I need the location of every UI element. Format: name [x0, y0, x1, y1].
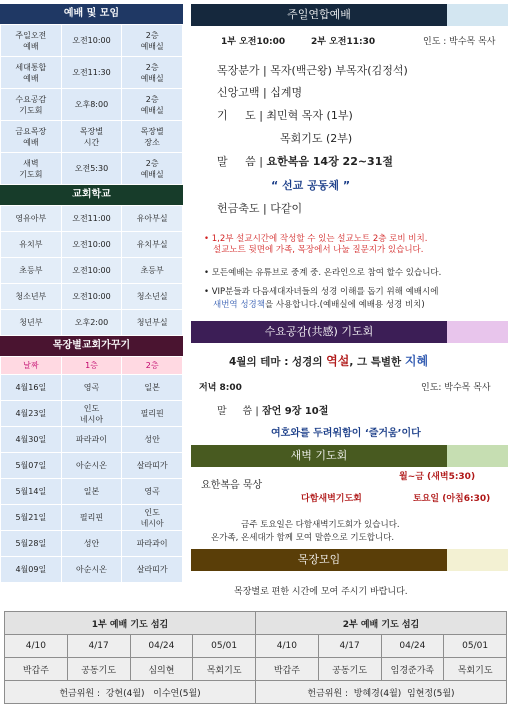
service-names-row — [5, 658, 507, 681]
sunday-note-2: • 모든예배는 유튜브로 중계 중. 온라인으로 참여 할수 있습니다. — [204, 268, 442, 278]
worship-cell: 주일오전 예배 — [1, 25, 62, 57]
group-meeting-header — [191, 549, 508, 571]
dawn-weekday: 월~금 (새벽5:30) — [399, 472, 476, 482]
worship-cell: 오전10:00 — [61, 25, 122, 57]
service-name: 목회기도 — [444, 658, 507, 681]
worship-cell: 금요목장 예배 — [1, 121, 62, 153]
service-header-1: 1부 예배 기도 섬김 — [5, 612, 256, 635]
decor-cell: 영곡 — [122, 479, 183, 505]
worship-row — [1, 153, 183, 185]
sunday-sermon-label: 말 씀 | — [217, 155, 267, 168]
sunday-note-1b: 설교노트 뒷면에 가족, 목장에서 나눌 질문지가 있습니다. — [213, 245, 424, 255]
decor-row — [1, 427, 183, 453]
worship-cell: 목장별 시간 — [61, 121, 122, 153]
worship-cell: 2층 예배실 — [122, 153, 183, 185]
school-cell: 유치부 — [1, 232, 62, 258]
worship-table — [0, 24, 183, 185]
sunday-sermon-title: “ 선교 공동체 ” — [271, 179, 351, 192]
service-name: 공동기도 — [318, 658, 381, 681]
decor-header-cell: 2층 — [122, 357, 183, 375]
dawn-notice-2: 온가족, 온세대가 함께 모여 말씀으로 기도합니다. — [211, 533, 395, 543]
service-dates-row — [5, 635, 507, 658]
worship-cell: 2층 예배실 — [122, 89, 183, 121]
service-header-2: 2부 예배 기도 섬김 — [256, 612, 507, 635]
decor-cell: 4월09일 — [1, 557, 62, 583]
decor-row — [1, 531, 183, 557]
sunday-pastor-line: 목장분가 | 목자(백근왕) 부목자(김정석) — [217, 64, 408, 77]
school-cell: 오전10:00 — [61, 284, 122, 310]
decor-cell: 아순시온 — [61, 453, 122, 479]
wednesday-time: 저녁 8:00 — [199, 383, 242, 393]
service-date: 4/10 — [256, 635, 319, 658]
school-cell: 오전10:00 — [61, 232, 122, 258]
school-header: 교회학교 — [0, 185, 183, 205]
worship-cell: 오전11:30 — [61, 57, 122, 89]
decor-cell: 5월28일 — [1, 531, 62, 557]
service-name: 심의현 — [130, 658, 193, 681]
decor-cell: 5월14일 — [1, 479, 62, 505]
decor-cell: 인도 네시아 — [122, 505, 183, 531]
worship-cell: 오전5:30 — [61, 153, 122, 185]
school-table — [0, 205, 183, 336]
prayer-service-table — [4, 611, 507, 704]
service-offering-row — [5, 681, 507, 704]
offering-committee-2: 헌금위원 : 방혜경(4월) 임현정(5월) — [256, 681, 507, 704]
sunday-prayer-2: 목회기도 (2부) — [280, 132, 353, 145]
decor-cell: 살라띠가 — [122, 557, 183, 583]
sunday-note-3b: 새번역 성경책을 사용합니다.(예배실에 예배용 성경 비치) — [213, 300, 425, 310]
worship-cell: 수요공감 기도회 — [1, 89, 62, 121]
sunday-time-2: 2부 오전11:30 — [311, 37, 376, 47]
school-cell: 오전10:00 — [61, 258, 122, 284]
sunday-offering: 헌금축도 | 다같이 — [217, 202, 303, 215]
worship-row — [1, 89, 183, 121]
decor-header-cell: 1층 — [61, 357, 122, 375]
decor-header-row — [1, 357, 183, 375]
school-cell: 오전11:00 — [61, 206, 122, 232]
decor-cell: 아순시온 — [61, 557, 122, 583]
group-meeting-notice: 목장별로 편한 시간에 모여 주시기 바랍니다. — [234, 587, 408, 597]
school-cell: 영유아부 — [1, 206, 62, 232]
worship-cell: 새벽 기도회 — [1, 153, 62, 185]
worship-cell: 목장별 장소 — [122, 121, 183, 153]
decor-cell: 4월23일 — [1, 401, 62, 427]
decor-header-cell: 날짜 — [1, 357, 62, 375]
school-cell: 오후2:00 — [61, 310, 122, 336]
decor-cell: 성안 — [122, 427, 183, 453]
wednesday-header — [191, 321, 508, 343]
decor-cell: 일본 — [61, 479, 122, 505]
service-name: 목회기도 — [193, 658, 256, 681]
service-name: 박갑주 — [256, 658, 319, 681]
worship-cell: 2층 예배실 — [122, 57, 183, 89]
service-date: 04/24 — [381, 635, 444, 658]
worship-cell: 세대통합 예배 — [1, 57, 62, 89]
sunday-title: 주일연합예배 — [191, 4, 447, 26]
school-cell: 초등부 — [1, 258, 62, 284]
dawn-book: 요한복음 묵상 — [201, 480, 263, 491]
decor-row — [1, 453, 183, 479]
service-name: 공동기도 — [67, 658, 130, 681]
decor-cell: 필리핀 — [61, 505, 122, 531]
wednesday-theme: 4월의 테마 : 성경의 역설, 그 특별한 지혜 — [229, 354, 429, 368]
dawn-saturday: 토요일 (아침6:30) — [413, 494, 491, 504]
decor-cell: 4월30일 — [1, 427, 62, 453]
sunday-time-1: 1부 오전10:00 — [221, 37, 286, 47]
decor-row — [1, 375, 183, 401]
sunday-leader: 인도 : 박수목 목사 — [423, 37, 496, 47]
school-row — [1, 258, 183, 284]
sunday-prayer-line: 기 도 | 최민혁 목자 (1부) — [217, 109, 353, 122]
service-date: 05/01 — [444, 635, 507, 658]
school-cell: 청년부 — [1, 310, 62, 336]
decor-cell: 성안 — [61, 531, 122, 557]
school-cell: 청소년부 — [1, 284, 62, 310]
dawn-notice-1: 금주 토요일은 다함새벽기도회가 있습니다. — [241, 520, 400, 530]
dawn-title: 새벽 기도회 — [191, 445, 447, 467]
decor-cell: 5월07일 — [1, 453, 62, 479]
sunday-sermon-text: 요한복음 14장 22~31절 — [266, 155, 393, 168]
group-meeting-title: 목장모임 — [191, 549, 447, 571]
school-row — [1, 206, 183, 232]
decor-cell: 파라과이 — [61, 427, 122, 453]
service-date: 05/01 — [193, 635, 256, 658]
decor-cell: 필리핀 — [122, 401, 183, 427]
sunday-header — [191, 4, 508, 26]
service-name: 박갑주 — [5, 658, 68, 681]
service-name: 임경준가족 — [381, 658, 444, 681]
wednesday-title: 수요공감(共感) 기도회 — [191, 321, 447, 343]
decor-cell: 4월16일 — [1, 375, 62, 401]
worship-cell: 오후8:00 — [61, 89, 122, 121]
school-row — [1, 310, 183, 336]
service-date: 4/17 — [67, 635, 130, 658]
decor-cell: 5월21일 — [1, 505, 62, 531]
school-row — [1, 232, 183, 258]
decor-header: 목장별교회가꾸기 — [0, 336, 183, 356]
decor-row — [1, 401, 183, 427]
worship-row — [1, 57, 183, 89]
decor-row — [1, 505, 183, 531]
wednesday-leader: 인도: 박수목 목사 — [421, 383, 491, 393]
sunday-note-1: • 1,2부 설교시간에 작성할 수 있는 설교노트 2층 로비 비치. — [204, 234, 428, 244]
decor-table — [0, 356, 183, 583]
sunday-creed-line: 신앙고백 | 십계명 — [217, 86, 303, 99]
decor-cell: 인도 네시아 — [61, 401, 122, 427]
sunday-sermon-line — [217, 153, 393, 169]
worship-row — [1, 121, 183, 153]
decor-cell: 살라띠가 — [122, 453, 183, 479]
worship-header: 예배 및 모임 — [0, 4, 183, 24]
school-cell: 유아부실 — [122, 206, 183, 232]
left-column — [0, 4, 183, 583]
dawn-header — [191, 445, 508, 467]
service-date: 04/24 — [130, 635, 193, 658]
wednesday-sermon-line: 말 씀 | 잠언 9장 10절 — [217, 406, 329, 417]
school-cell: 초등부 — [122, 258, 183, 284]
decor-cell: 영곡 — [61, 375, 122, 401]
school-row — [1, 284, 183, 310]
dawn-group: 다함새벽기도회 — [301, 494, 362, 504]
worship-row — [1, 25, 183, 57]
decor-row — [1, 557, 183, 583]
sunday-note-3: • VIP분들과 다음세대자녀들의 성경 이해를 돕기 위해 예배시에 — [204, 287, 439, 297]
school-cell: 청소년실 — [122, 284, 183, 310]
decor-row — [1, 479, 183, 505]
service-date: 4/17 — [318, 635, 381, 658]
service-date: 4/10 — [5, 635, 68, 658]
worship-cell: 2층 예배실 — [122, 25, 183, 57]
school-cell: 청년부실 — [122, 310, 183, 336]
decor-cell: 파라과이 — [122, 531, 183, 557]
decor-cell: 일본 — [122, 375, 183, 401]
wednesday-sermon-title: 여호와를 두려워함이 ‘즐거움’이다 — [271, 428, 421, 439]
school-cell: 유치부실 — [122, 232, 183, 258]
offering-committee-1: 헌금위원 : 강현(4월) 이수연(5월) — [5, 681, 256, 704]
